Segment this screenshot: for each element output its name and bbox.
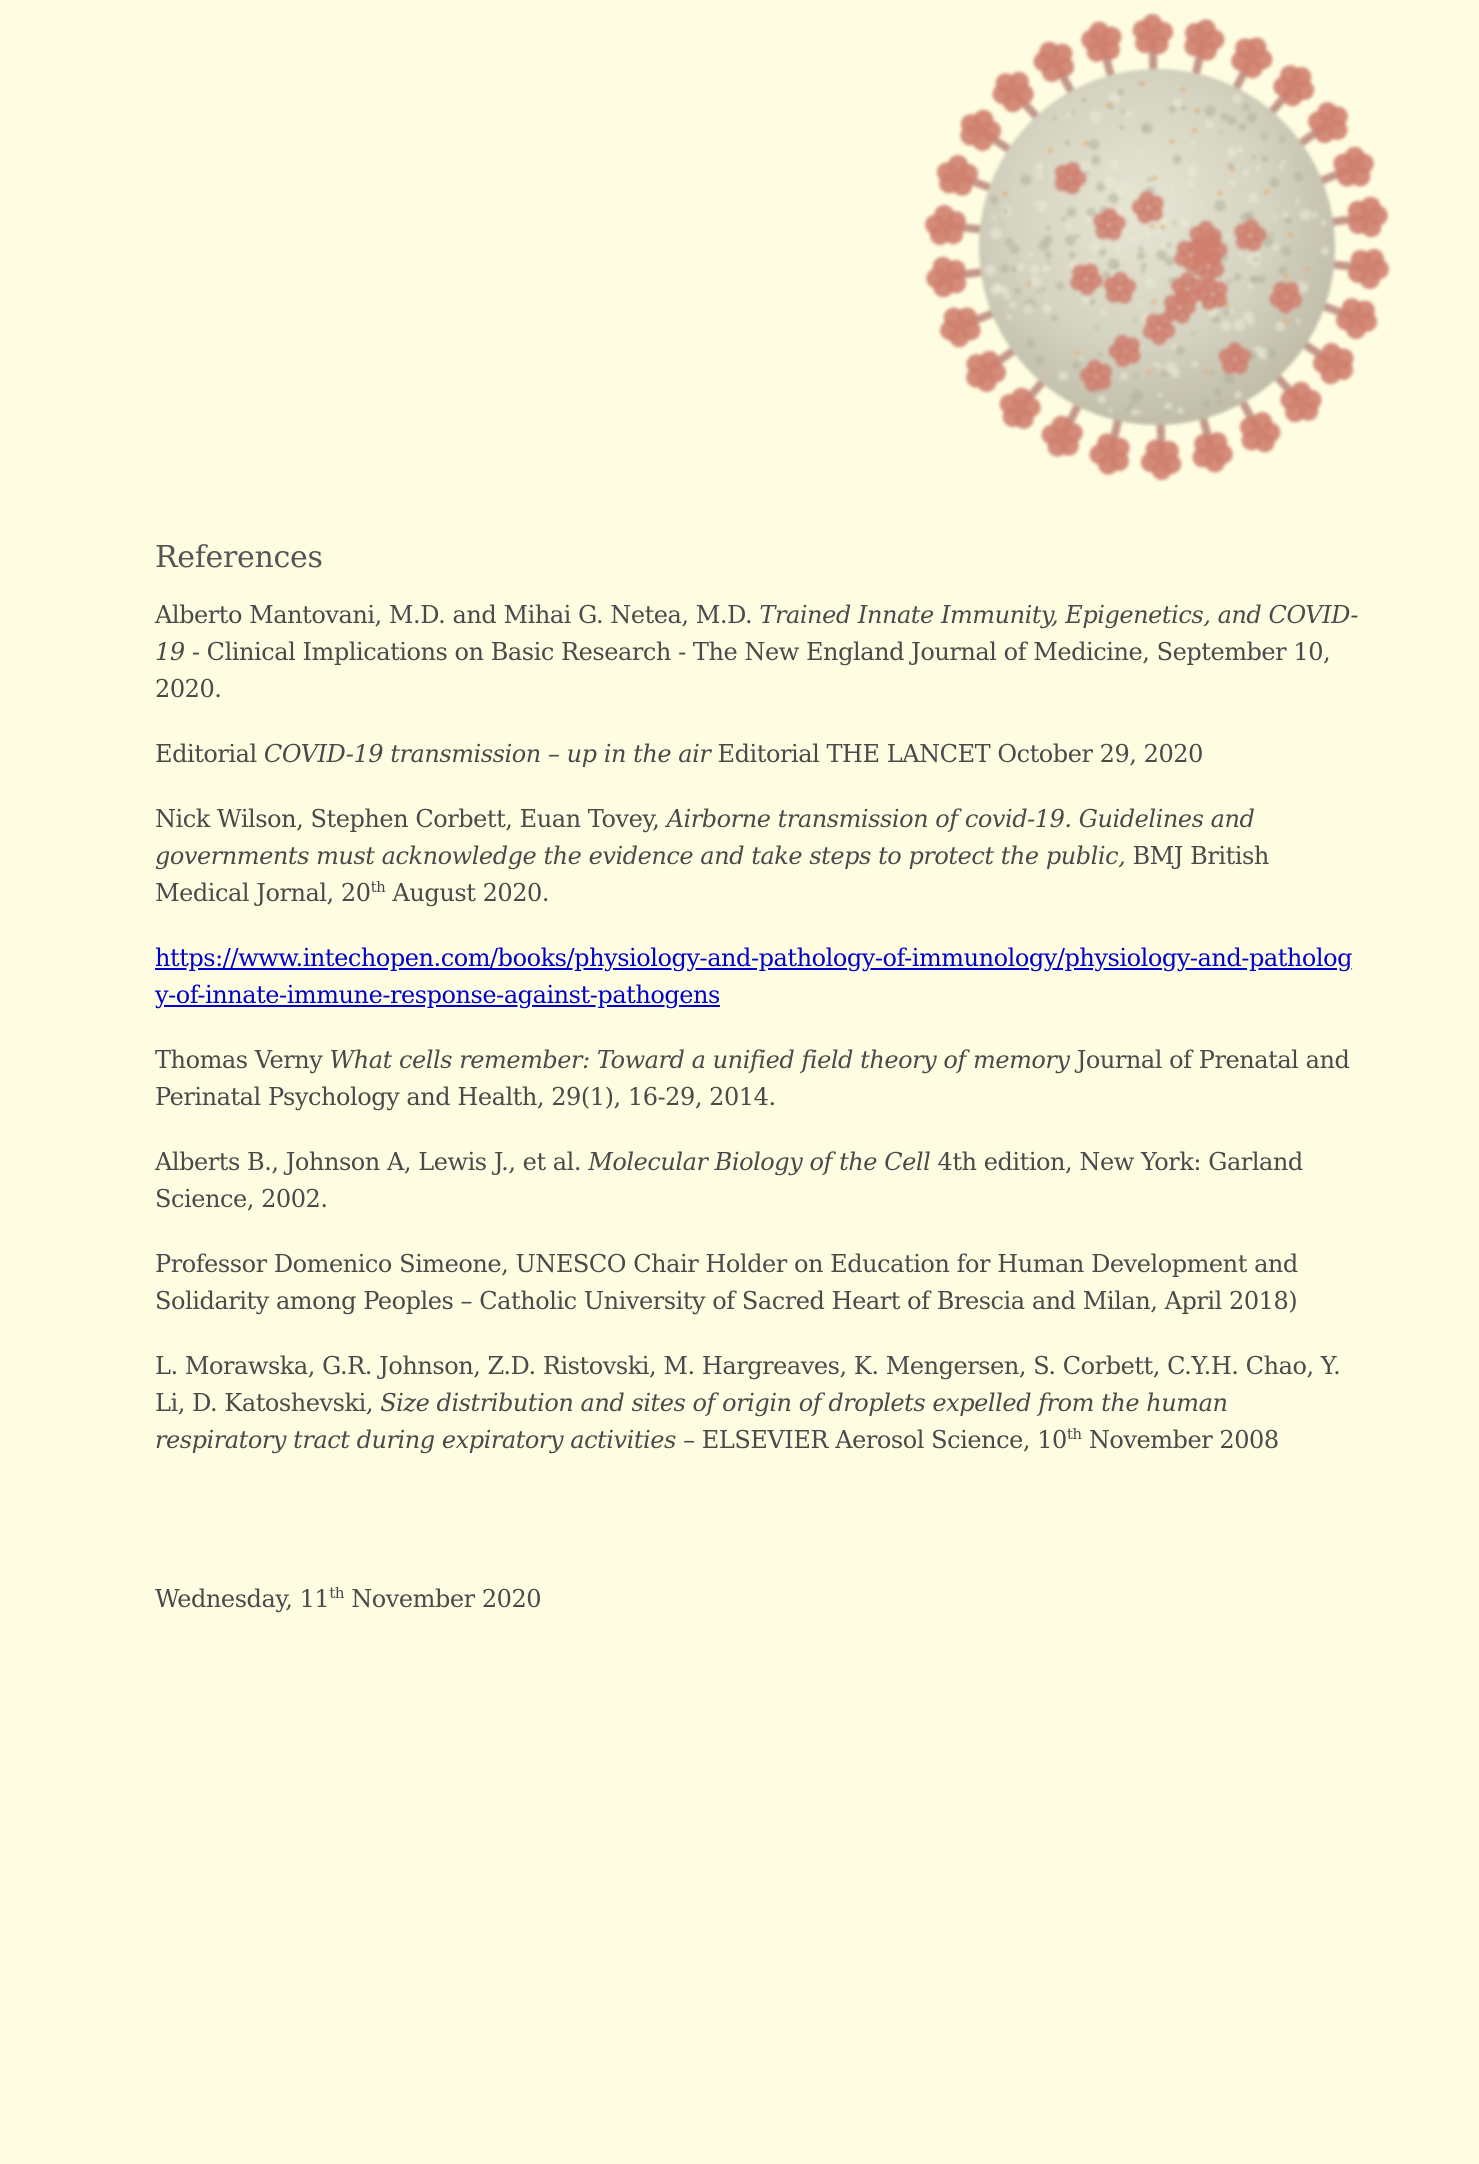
ref-source: - Clinical Implications on Basic Research - The New England Journal of Medicine, September 10, 2020. xyxy=(155,638,1331,703)
reference-lancet xyxy=(155,736,1365,773)
ref-authors: Thomas Verny xyxy=(155,1046,330,1074)
reference-intechopen xyxy=(155,940,1365,1014)
ref-ordinal: th xyxy=(370,878,386,896)
reference-morawska xyxy=(155,1348,1365,1459)
ref-date: November 2008 xyxy=(1081,1426,1279,1454)
ref-ordinal: th xyxy=(1066,1425,1082,1443)
references-section xyxy=(155,540,1365,1487)
reference-wilson xyxy=(155,801,1365,912)
intechopen-link[interactable]: https://www.intechopen.com/books/physiology-and-pathology-of-immunology/physiology-and-pathology-of-innate-immune-response-against-pathogens xyxy=(155,944,1353,1009)
reference-alberts xyxy=(155,1144,1365,1218)
ref-authors: Alberto Mantovani, M.D. and Mihai G. Netea, M.D. xyxy=(155,601,760,629)
ref-date: August 2020. xyxy=(385,879,550,907)
ref-title: Airborne transmission of covid-19. Guidelines and governments must acknowledge the evidence and take steps to protect the public, xyxy=(155,805,1255,870)
ref-authors: Nick Wilson, Stephen Corbett, Euan Tovey, xyxy=(155,805,667,833)
date-ordinal: th xyxy=(329,1584,345,1602)
ref-source: Journal of Prenatal and Perinatal Psychology and Health, 29(1), 16-29, 2014. xyxy=(155,1046,1350,1111)
ref-authors: Alberts B., Johnson A, Lewis J., et al. xyxy=(155,1148,589,1176)
ref-authors: L. Morawska, G.R. Johnson, Z.D. Ristovski, M. Hargreaves, K. Mengersen, S. Corbett, C.Y.H. Chao, Y. Li, D. Katoshevski, xyxy=(155,1352,1341,1417)
ref-title: Size distribution and sites of origin of droplets expelled from the human respiratory tract during expiratory activities xyxy=(155,1389,1228,1454)
references-heading: References xyxy=(155,540,323,575)
ref-title: What cells remember: Toward a unified field theory of memory xyxy=(329,1046,1070,1074)
ref-title: COVID-19 transmission – up in the air xyxy=(263,740,711,768)
date-weekday-day: Wednesday, 11 xyxy=(155,1585,330,1613)
ref-title: Molecular Biology of the Cell xyxy=(588,1148,931,1176)
reference-simeone: Professor Domenico Simeone, UNESCO Chair Holder on Education for Human Development and Solidarity among Peoples – Catholic University of Sacred Heart of Brescia and Milan, April 2018) xyxy=(155,1250,1298,1315)
reference-verny xyxy=(155,1042,1365,1116)
reference-mantovani xyxy=(155,597,1365,708)
ref-authors: Editorial xyxy=(155,740,264,768)
ref-source: 4th edition, New York: Garland Science, 2002. xyxy=(155,1148,1303,1213)
coronavirus-image xyxy=(915,5,1400,490)
ref-title: Trained Innate Immunity, Epigenetics, and COVID-19 xyxy=(155,601,1359,666)
document-date xyxy=(155,1585,541,1613)
ref-source: BMJ British Medical Jornal, 20 xyxy=(155,842,1269,907)
ref-source: – ELSEVIER Aerosol Science, 10 xyxy=(675,1426,1067,1454)
date-month-year: November 2020 xyxy=(344,1585,542,1613)
ref-source: Editorial THE LANCET October 29, 2020 xyxy=(710,740,1203,768)
